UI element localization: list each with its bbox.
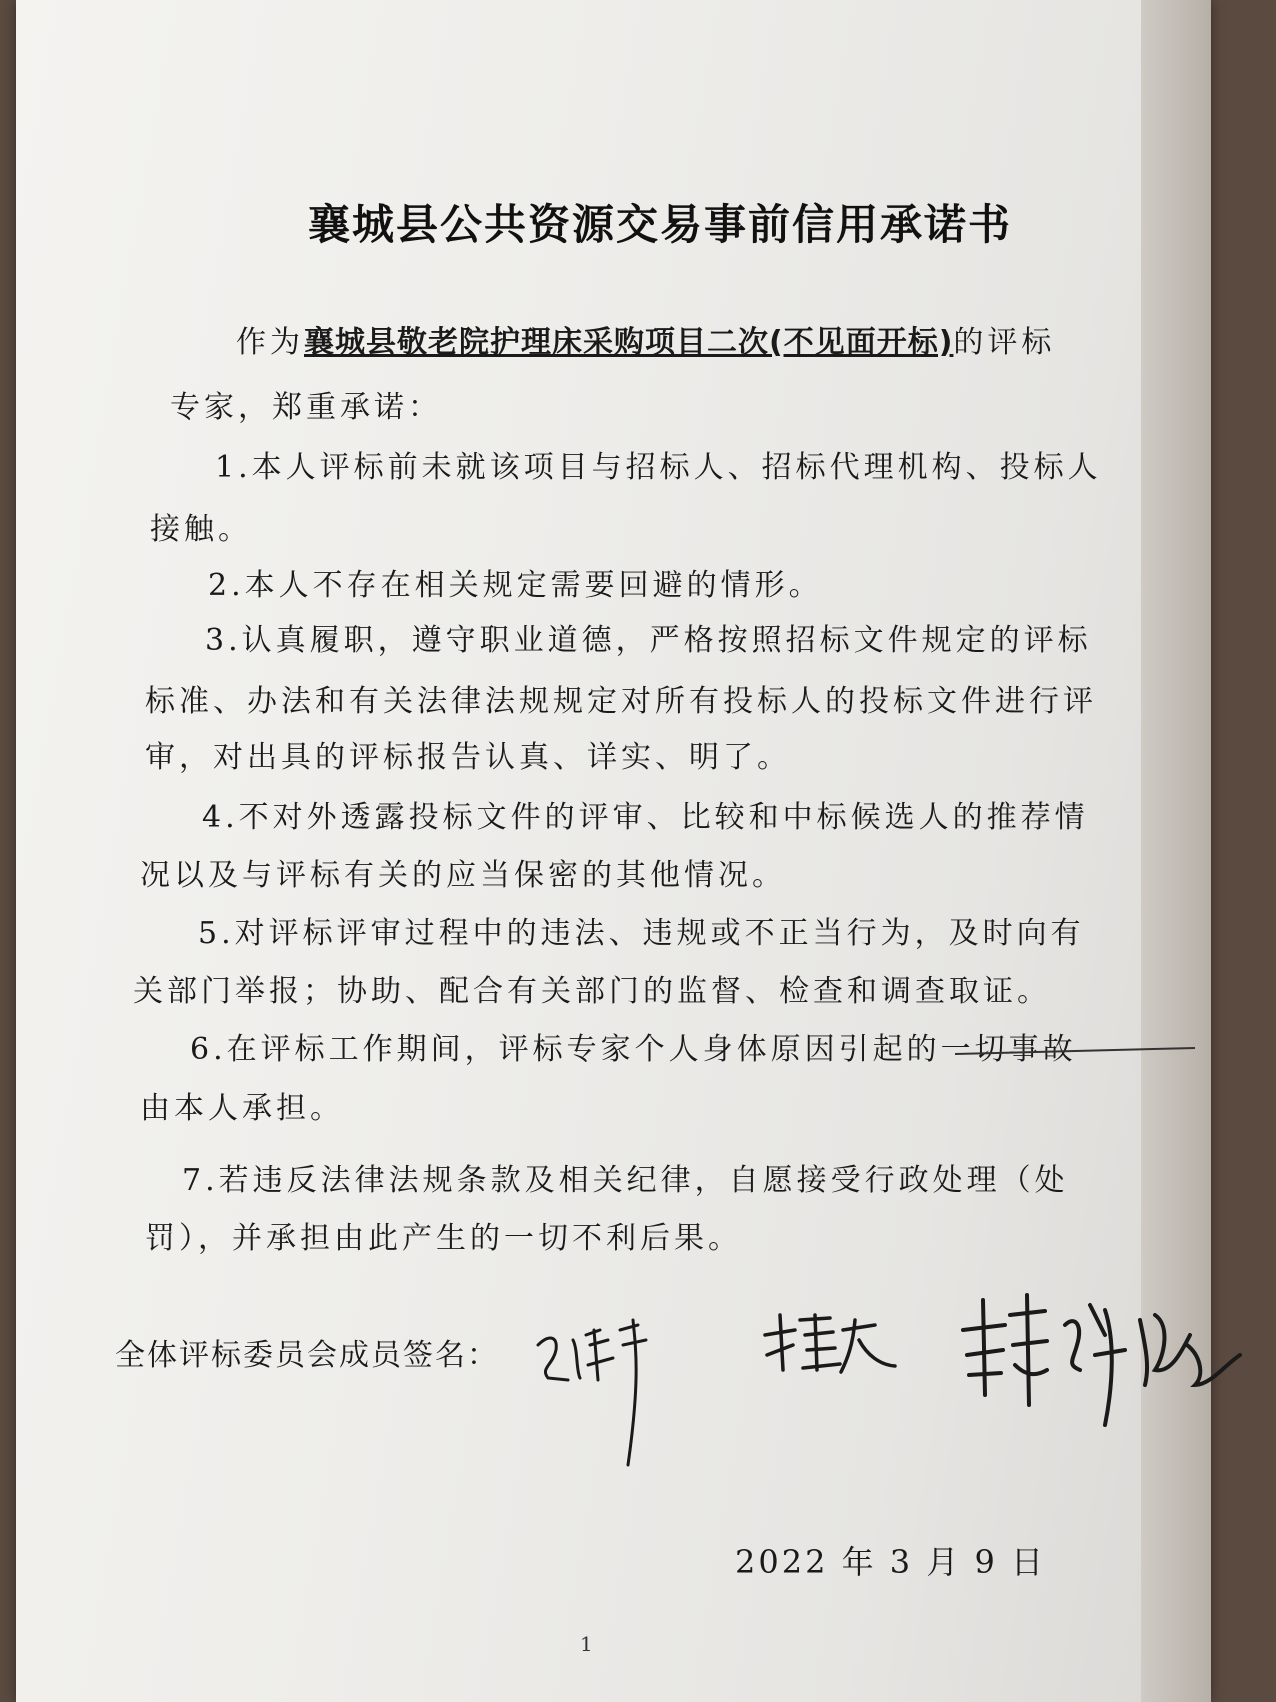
- item-1-line-1: 1.本人评标前未就该项目与招标人、招标代理机构、投标人: [215, 450, 1102, 485]
- document-date: 2022 年 3 月 9 日: [735, 1543, 1047, 1581]
- intro-line-2: 专家，郑重承诺：: [170, 390, 442, 425]
- pen-strike-mark: [950, 1040, 1200, 1070]
- item-3-line-2: 标准、办法和有关法律法规规定对所有投标人的投标文件进行评: [145, 684, 1097, 719]
- item-6-line-2: 由本人承担。: [140, 1091, 344, 1126]
- item-2-line-1: 2.本人不存在相关规定需要回避的情形。: [208, 568, 823, 603]
- paper-shadow-edge: [1141, 0, 1211, 1702]
- signature-label: 全体评标委员会成员签名：: [115, 1338, 499, 1373]
- project-name: 襄城县敬老院护理床采购项目二次(不见面开标): [304, 325, 954, 360]
- document-title: 襄城县公共资源交易事前信用承诺书: [307, 200, 1012, 249]
- intro-prefix: 作为: [236, 325, 304, 360]
- signature-2: [755, 1300, 905, 1390]
- item-7-line-2: 罚），并承担由此产生的一切不利后果。: [145, 1221, 742, 1256]
- intro-line-1: [236, 317, 1055, 361]
- item-6-line-1: 6.在评标工作期间，评标专家个人身体原因引起的一切事故: [190, 1032, 1077, 1067]
- item-3-line-1: 3.认真履职，遵守职业道德，严格按照招标文件规定的评标: [205, 623, 1092, 658]
- item-5-line-1: 5.对评标评审过程中的违法、违规或不正当行为，及时向有: [198, 916, 1085, 951]
- signature-3: [955, 1285, 1245, 1435]
- page-number: 1: [580, 1632, 593, 1656]
- signature-1: [528, 1290, 678, 1470]
- item-1-line-2: 接触。: [150, 512, 252, 547]
- intro-suffix: 的评标: [953, 325, 1056, 360]
- item-7-line-1: 7.若违反法律法规条款及相关纪律，自愿接受行政处理（处: [182, 1163, 1069, 1198]
- item-4-line-2: 况以及与评标有关的应当保密的其他情况。: [140, 858, 786, 893]
- item-3-line-3: 审，对出具的评标报告认真、详实、明了。: [145, 740, 791, 775]
- item-4-line-1: 4.不对外透露投标文件的评审、比较和中标候选人的推荐情: [202, 800, 1089, 835]
- item-5-line-2: 关部门举报；协助、配合有关部门的监督、检查和调查取证。: [133, 974, 1051, 1009]
